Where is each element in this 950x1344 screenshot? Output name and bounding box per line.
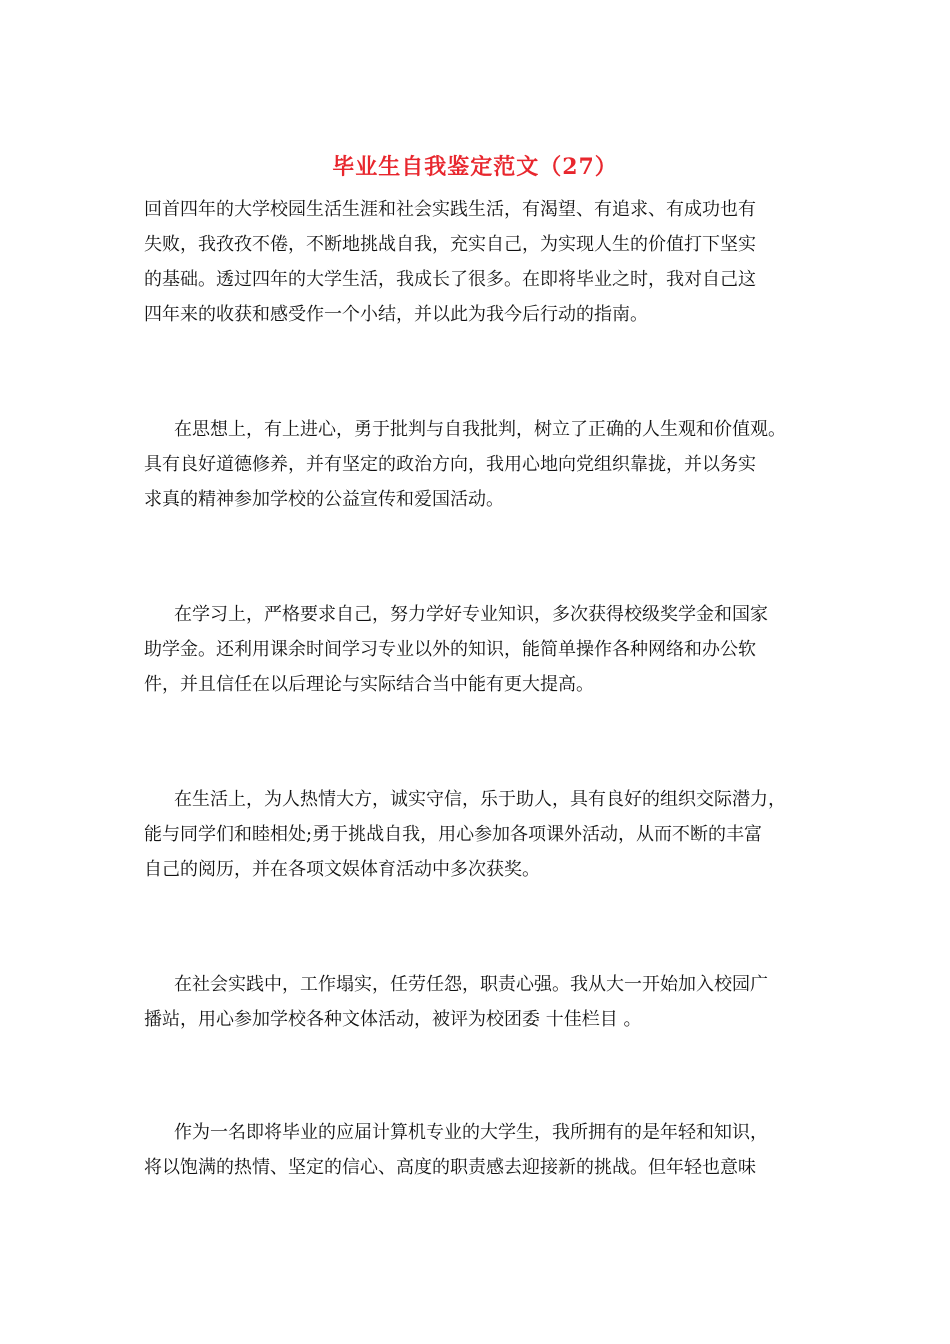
document-title: 毕业生自我鉴定范文（27） [332, 154, 618, 180]
paragraph-line: 具有良好道德修养，并有坚定的政治方向，我用心地向党组织靠拢，并以务实 [144, 454, 756, 475]
paragraph-gap [144, 887, 834, 967]
paragraph-study [144, 597, 834, 702]
paragraph-intro [144, 192, 834, 332]
paragraph-line: 件，并且信任在以后理论与实际结合当中能有更大提高。 [144, 674, 594, 695]
paragraph-line: 能与同学们和睦相处;勇于挑战自我，用心参加各项课外活动，从而不断的丰富 [144, 824, 763, 845]
paragraph-thought [144, 412, 834, 517]
paragraph-line: 作为一名即将毕业的应届计算机专业的大学生，我所拥有的是年轻和知识， [174, 1122, 768, 1143]
paragraph-gap [144, 517, 834, 597]
paragraph-line: 在社会实践中，工作塌实，任劳任怨，职责心强。我从大一开始加入校园广 [174, 974, 768, 995]
paragraph-line: 播站，用心参加学校各种文体活动，被评为校团委 十佳栏目 。 [144, 1009, 642, 1030]
paragraph-line: 助学金。还利用课余时间学习专业以外的知识，能简单操作各种网络和办公软 [144, 639, 756, 660]
paragraph-line: 回首四年的大学校园生活生涯和社会实践生活，有渴望、有追求、有成功也有 [144, 199, 756, 220]
paragraph-line: 在思想上，有上进心，勇于批判与自我批判，树立了正确的人生观和价值观。 [174, 419, 786, 440]
paragraph-line: 失败，我孜孜不倦，不断地挑战自我，充实自己，为实现人生的价值打下坚实 [144, 234, 756, 255]
paragraph-line: 四年来的收获和感受作一个小结，并以此为我今后行动的指南。 [144, 304, 648, 325]
paragraph-line: 自己的阅历，并在各项文娱体育活动中多次获奖。 [144, 859, 540, 880]
paragraph-line: 将以饱满的热情、坚定的信心、高度的职责感去迎接新的挑战。但年轻也意味 [144, 1157, 756, 1178]
paragraph-gap [144, 332, 834, 412]
paragraph-line: 求真的精神参加学校的公益宣传和爱国活动。 [144, 489, 504, 510]
paragraph-line: 在学习上，严格要求自己，努力学好专业知识，多次获得校级奖学金和国家 [174, 604, 768, 625]
paragraph-line: 的基础。透过四年的大学生活，我成长了很多。在即将毕业之时，我对自己这 [144, 269, 756, 290]
document-body [144, 192, 834, 1185]
paragraph-gap [144, 702, 834, 782]
paragraph-practice [144, 967, 834, 1037]
paragraph-line: 在生活上，为人热情大方，诚实守信，乐于助人，具有良好的组织交际潜力， [174, 789, 786, 810]
paragraph-conclusion [144, 1115, 834, 1185]
paragraph-life [144, 782, 834, 887]
paragraph-gap [144, 1037, 834, 1115]
